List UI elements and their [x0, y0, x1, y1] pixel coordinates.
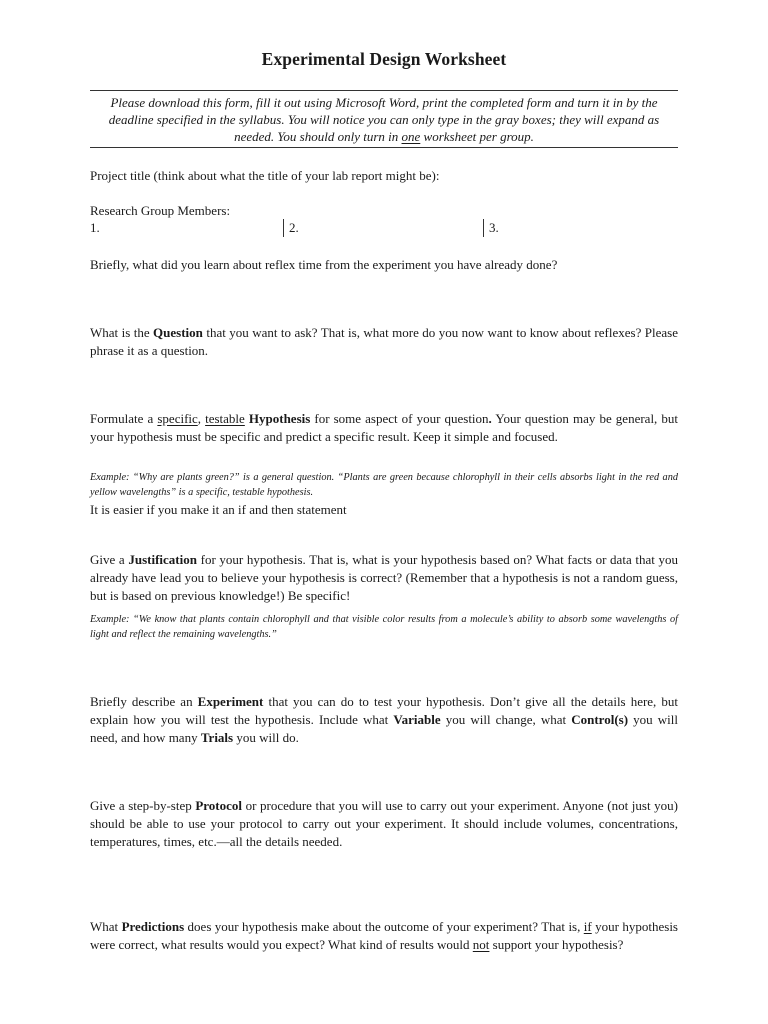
divider-bottom: [90, 147, 678, 148]
justification-post: for your hypothesis. That is, what is your hypothesis based on? What facts or data that you already have lead you to believe your hypothesis is correct? (Remember that a hypothesis is not a random guess, but is based on previous knowledge!) Be specific!: [90, 552, 678, 603]
hypothesis-prompt: [90, 410, 678, 446]
protocol-pre: Give a step-by-step: [90, 798, 196, 813]
hypothesis-keyword: Hypothesis: [248, 411, 311, 426]
question-post: that you want to ask? That is, what more do you now want to know about reflexes? Please phrase it as a question.: [90, 325, 678, 358]
instructions-text: [90, 94, 678, 145]
instructions-underlined: one: [401, 129, 421, 144]
experiment-c: you will change, what: [440, 712, 572, 727]
predictions-c: your hypothesis were correct, what results would you expect? What kind of results would: [90, 919, 678, 952]
hypothesis-period: .: [488, 411, 492, 426]
learned-prompt: Briefly, what did you learn about reflex time from the experiment you have already done?: [90, 257, 558, 272]
member-slot-3[interactable]: 3.: [489, 220, 499, 235]
hypothesis-testable: testable: [205, 411, 245, 426]
predictions-if: if: [583, 919, 592, 934]
group-members-label: Research Group Members:: [90, 203, 231, 218]
trials-keyword: Trials: [200, 730, 234, 745]
variable-keyword: Variable: [393, 712, 441, 727]
predictions-keyword: Predictions: [121, 919, 185, 934]
predictions-d: support your hypothesis?: [489, 937, 624, 952]
justification-pre: Give a: [90, 552, 129, 567]
experiment-b: that you can do to test your hypothesis. Don’t give all the details here, but explain how you will test the hypothesis. Include what: [90, 694, 679, 727]
hypothesis-specific: specific: [157, 411, 198, 426]
hypothesis-note: It is easier if you make it an if and then statement: [90, 502, 347, 517]
predictions-prompt: [90, 918, 678, 954]
hypothesis-b: ,: [197, 411, 206, 426]
divider-top: [90, 90, 678, 91]
hypothesis-example: Example: “Why are plants green?” is a general question. “Plants are green because chlorophyll in their cells absorbs light in the red and yellow wavelengths” is a specific, testable hypothesis.: [90, 472, 678, 498]
justification-keyword: Justification: [128, 552, 197, 567]
experiment-a: Briefly describe an: [90, 694, 198, 709]
question-prompt: [90, 324, 678, 360]
question-keyword: Question: [153, 325, 203, 340]
hypothesis-a: Formulate a: [90, 411, 158, 426]
protocol-keyword: Protocol: [195, 798, 242, 813]
predictions-not: not: [472, 937, 490, 952]
experiment-e: you will do.: [233, 730, 299, 745]
group-members-row: [90, 219, 678, 237]
predictions-b: does your hypothesis make about the outcome of your experiment? That is,: [184, 919, 584, 934]
justification-example: Example: “We know that plants contain chlorophyll and that visible color results from a molecule’s ability to absorb some wavelengths of light and reflect the remaining wavelengths.”: [90, 614, 678, 640]
question-pre: What is the: [90, 325, 154, 340]
instructions-post: worksheet per group.: [420, 129, 534, 144]
member-slot-1[interactable]: 1.: [90, 220, 100, 235]
member-slot-2[interactable]: 2.: [289, 220, 299, 235]
member-separator: [283, 219, 284, 237]
protocol-prompt: [90, 797, 678, 851]
experiment-keyword: Experiment: [197, 694, 264, 709]
justification-prompt: [90, 551, 678, 605]
experiment-d: you will need, and how many: [90, 712, 678, 745]
page-title: Experimental Design Worksheet: [261, 49, 507, 69]
protocol-post: or procedure that you will use to carry out your experiment. Anyone (not just you) should be able to use your protocol to carry out your experiment. It should include volumes, concentrations, temperatures, times, etc.—all the details needed.: [90, 798, 678, 849]
experiment-prompt: [90, 693, 678, 747]
controls-keyword: Control(s): [571, 712, 629, 727]
instructions-pre: Please download this form, fill it out using Microsoft Word, print the completed form and turn it in by the deadline specified in the syllabus. You will notice you can only type in the gray boxes; they will expand as needed. You should only turn in: [108, 95, 660, 144]
project-title-prompt: Project title (think about what the title of your lab report might be):: [90, 168, 440, 183]
hypothesis-e: Your question may be general, but your hypothesis must be specific and predict a specific result. Keep it simple and focused.: [90, 411, 678, 444]
member-separator: [483, 219, 484, 237]
hypothesis-d: for some aspect of your question: [310, 411, 489, 426]
predictions-a: What: [90, 919, 122, 934]
